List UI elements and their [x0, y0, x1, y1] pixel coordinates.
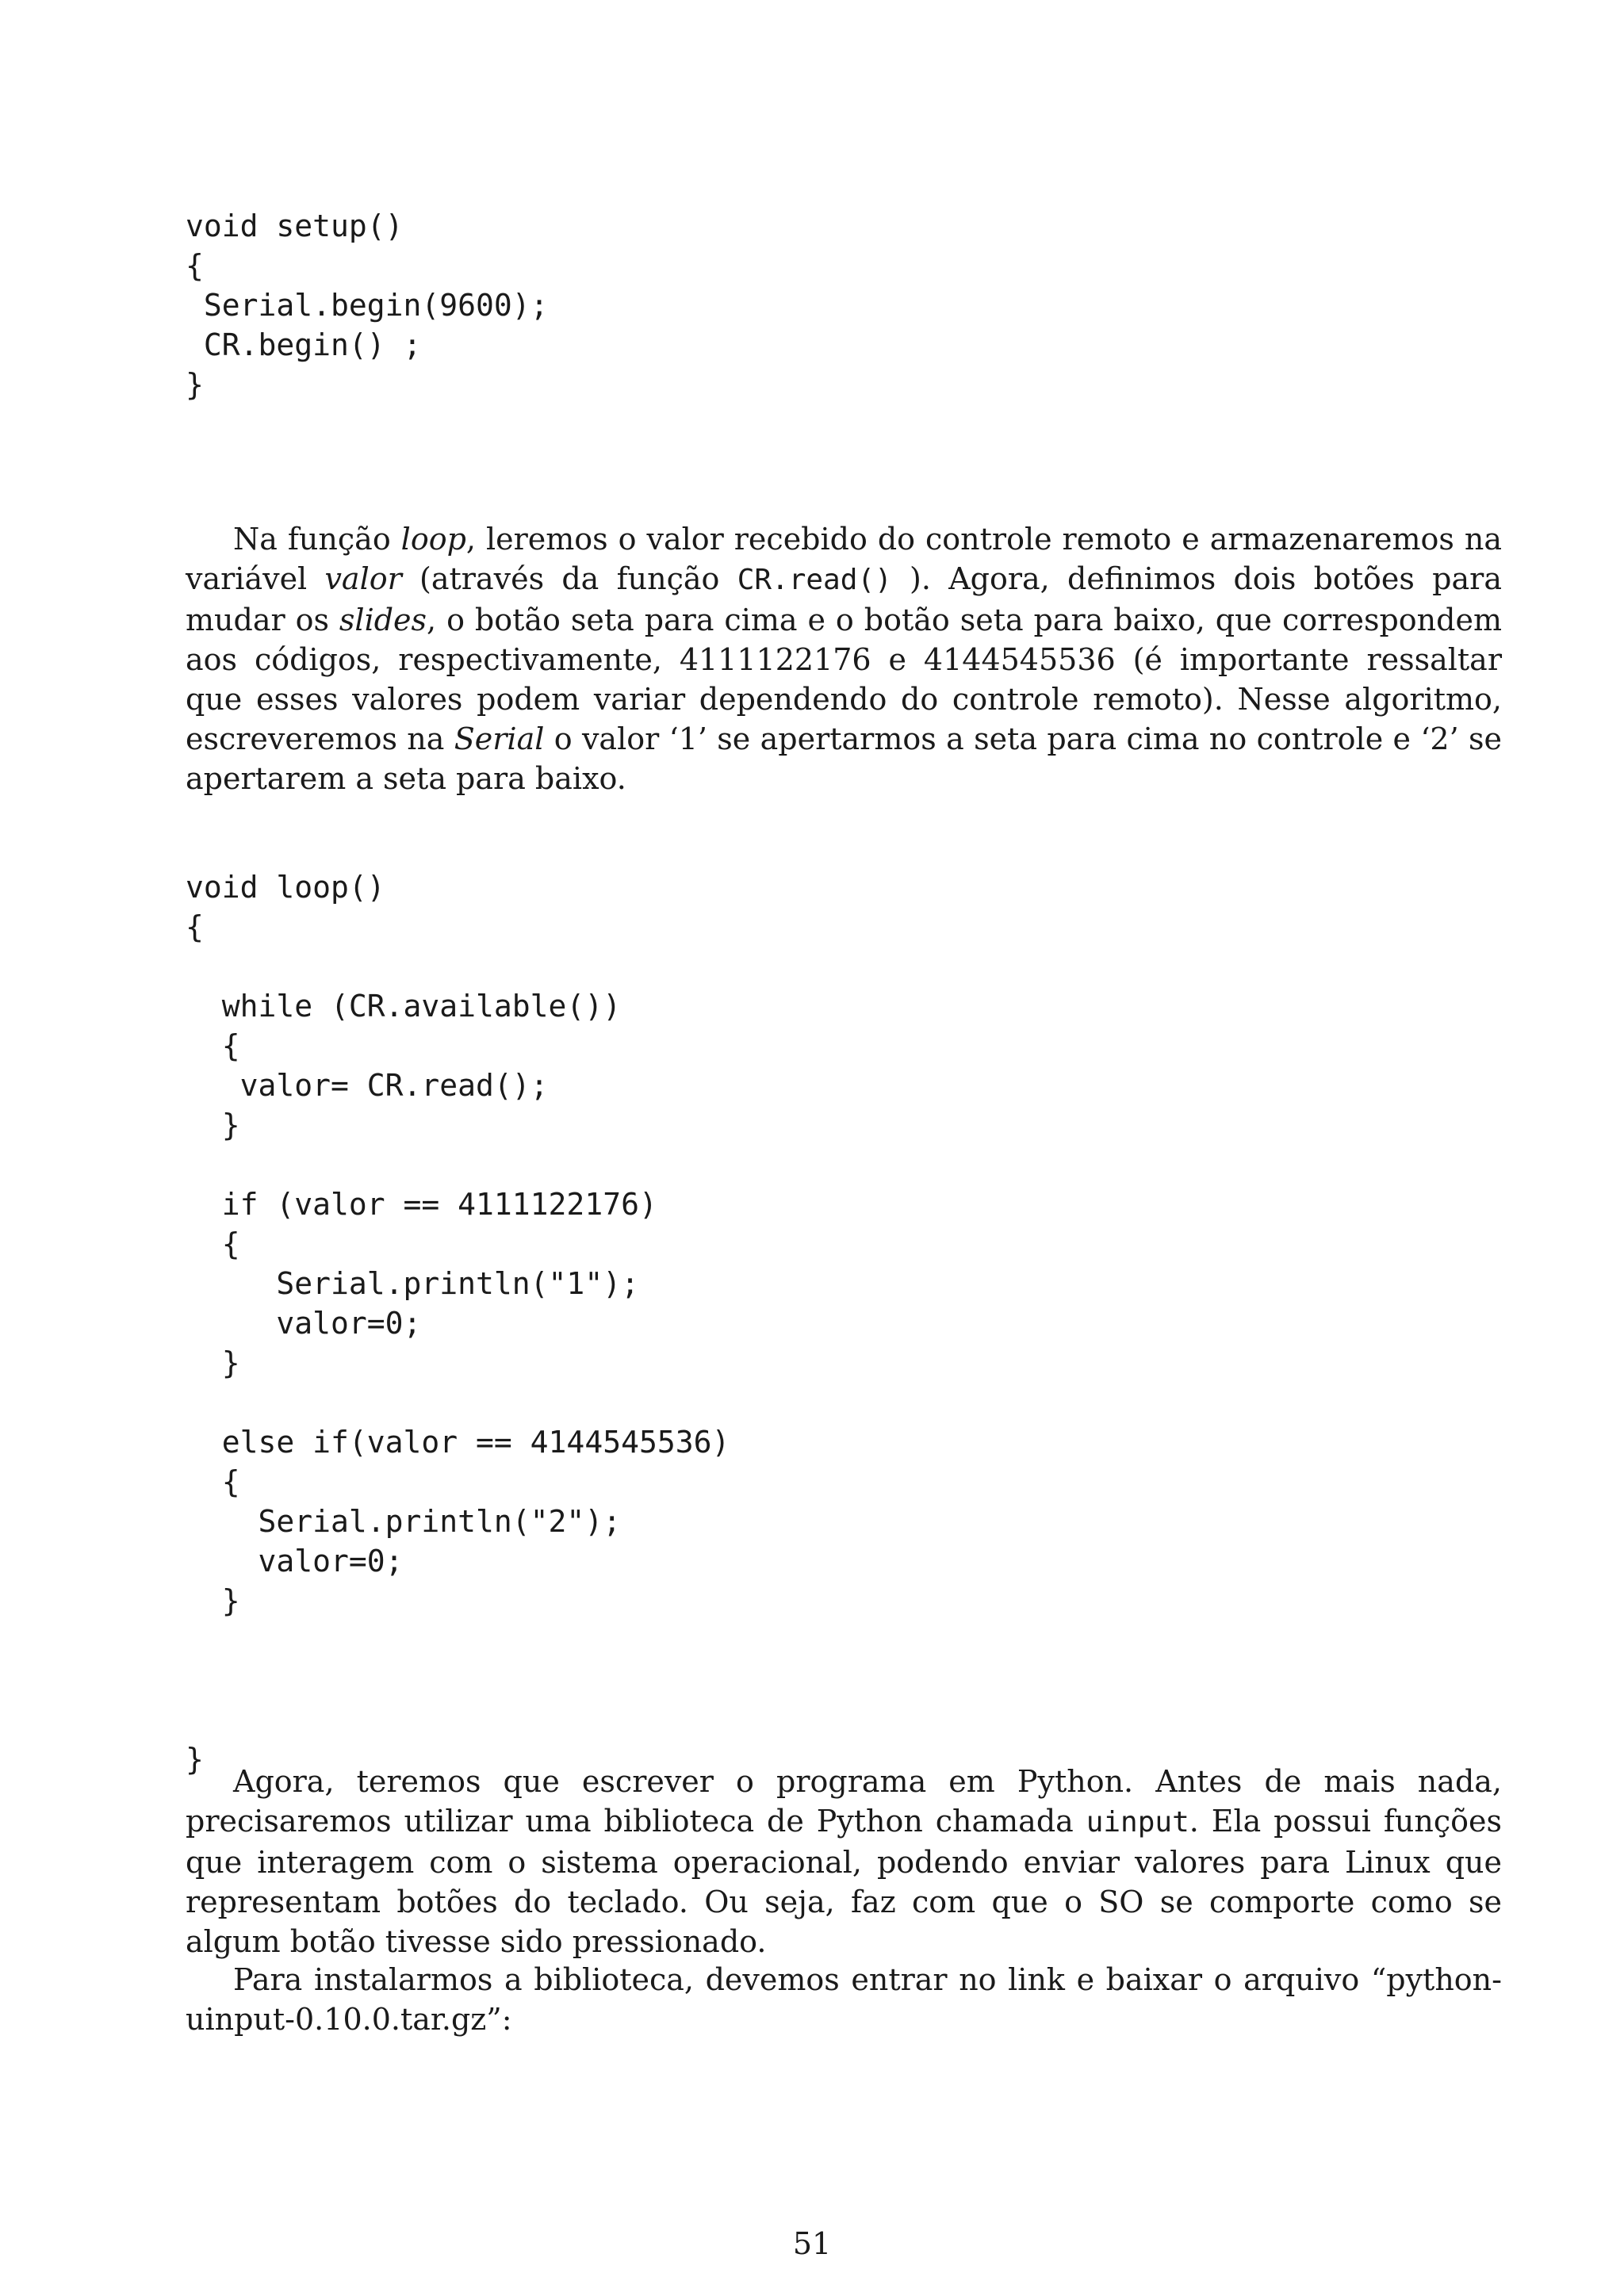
paragraph-python-intro — [186, 1762, 1502, 1961]
emphasis-slides: slides — [339, 603, 427, 637]
text: o valor ‘1’ se apertarmos a seta para cima no controle e ‘2’ se apertarem a seta para baixo. — [186, 721, 1503, 796]
text: (através da função — [401, 561, 737, 596]
text: . Ela possui funções que interagem com o sistema operacional, podendo enviar valores para Linux que representam botões do teclado. Ou seja, faz com que o SO se comporte como se algum botão tivesse sido pressionado. — [186, 1804, 1503, 1959]
emphasis-loop: loop — [400, 522, 466, 557]
text: , leremos o valor recebido do controle remoto e armazenaremos na variável — [186, 522, 1503, 596]
text: Para instalarmos a biblioteca, devemos entrar no link e baixar o arquivo “python-uinput-0.10.0.tar.gz”: — [186, 1962, 1502, 2037]
paragraph-install-instructions — [186, 1960, 1502, 2039]
paragraph-loop-description — [186, 519, 1502, 798]
emphasis-valor: valor — [324, 561, 402, 596]
page-number: 51 — [792, 2226, 832, 2261]
text: , o botão seta para cima e o botão seta para baixo, que correspondem aos códigos, respectivamente, 4111122176 e 4144545536 (é importante ressaltar que esses valores podem variar dependendo do controle remoto). Nesse algoritmo, escreveremos na — [186, 603, 1502, 756]
text: ). Agora, definimos dois botões para mudar os — [186, 561, 1502, 637]
text: Agora, teremos que escrever o programa em Python. Antes de mais nada, precisaremos utilizar uma biblioteca de Python chamada — [186, 1764, 1502, 1839]
emphasis-serial: Serial — [454, 721, 545, 756]
text: Na função — [233, 522, 401, 557]
code-block-setup: void setup() { Serial.begin(9600); CR.begin() ; } — [186, 209, 549, 402]
code-block-loop: void loop() { while (CR.available()) { valor= CR.read(); } if (valor == 4111122176) { Serial.println("1"); valor=0; } else if(valor == 4144545536) { Serial.println("2"); valor=0; } } — [186, 870, 730, 1777]
inline-code-uinput: uinput — [1086, 1806, 1189, 1839]
inline-code-cr-read: CR.read() — [737, 564, 892, 596]
